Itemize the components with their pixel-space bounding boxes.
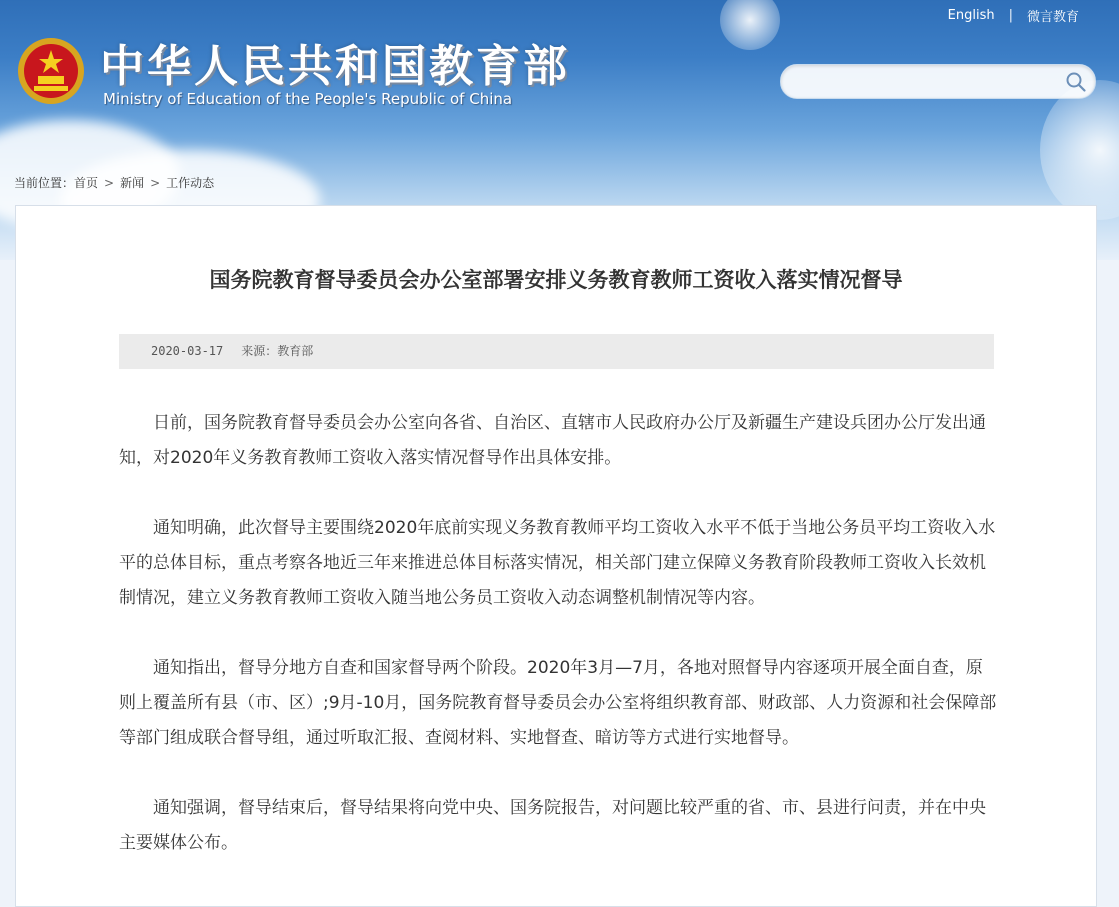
- article-panel: [15, 205, 1097, 907]
- article-paragraph: 通知强调，督导结束后，督导结果将向党中央、国务院报告，对问题比较严重的省、市、县进行问责，并在中央主要媒体公布。: [119, 798, 986, 853]
- link-divider: |: [1008, 8, 1013, 23]
- article-source: 来源：教育部: [241, 344, 314, 358]
- english-link[interactable]: English: [947, 8, 995, 23]
- chevron-right-icon: >: [104, 176, 115, 190]
- article-paragraph: 通知指出，督导分地方自查和国家督导两个阶段。2020年3月—7月，各地对照督导内容逐项开展全面自查，原则上覆盖所有县（市、区）;9月-10月，国务院教育督导委员会办公室将组织教育部、财政部、人力资源和社会保障部等部门组成联合督导组，通过听取汇报、查阅材料、实地督查、暗访等方式进行实地督导。: [119, 658, 997, 748]
- weibo-link[interactable]: 微言教育: [1026, 10, 1079, 25]
- chevron-right-icon: >: [150, 176, 161, 190]
- breadcrumb-work-news[interactable]: 工作动态: [166, 176, 215, 190]
- breadcrumb-home[interactable]: 首页: [74, 176, 99, 190]
- breadcrumb-label: 当前位置：: [14, 176, 75, 190]
- site-title-en: Ministry of Education of the People's Republic of China: [103, 90, 513, 108]
- top-links: [948, 6, 1079, 25]
- dandelion-decoration: [1040, 80, 1119, 220]
- article-meta: [119, 334, 994, 369]
- search-icon[interactable]: [1065, 71, 1087, 93]
- article-body: [119, 406, 997, 896]
- breadcrumb: [14, 174, 214, 191]
- search-box[interactable]: [780, 64, 1096, 99]
- article-date: 2020-03-17: [151, 344, 224, 358]
- search-input[interactable]: [795, 71, 1059, 93]
- light-flare-decoration: [720, 0, 780, 50]
- breadcrumb-news[interactable]: 新闻: [120, 176, 145, 190]
- article-paragraph: 通知明确，此次督导主要围绕2020年底前实现义务教育教师平均工资收入水平不低于当地公务员平均工资收入水平的总体目标，重点考察各地近三年来推进总体目标落实情况，相关部门建立保障义务教育阶段教师工资收入长效机制情况，建立义务教育教师工资收入随当地公务员工资收入动态调整机制情况等内容。: [119, 518, 996, 608]
- site-title-cn[interactable]: 中华人民共和国教育部: [100, 41, 570, 92]
- national-emblem-icon: [16, 36, 86, 106]
- article-title: 国务院教育督导委员会办公室部署安排义务教育教师工资收入落实情况督导: [209, 268, 903, 292]
- article-paragraph: 日前，国务院教育督导委员会办公室向各省、自治区、直辖市人民政府办公厅及新疆生产建设兵团办公厅发出通知，对2020年义务教育教师工资收入落实情况督导作出具体安排。: [119, 413, 986, 468]
